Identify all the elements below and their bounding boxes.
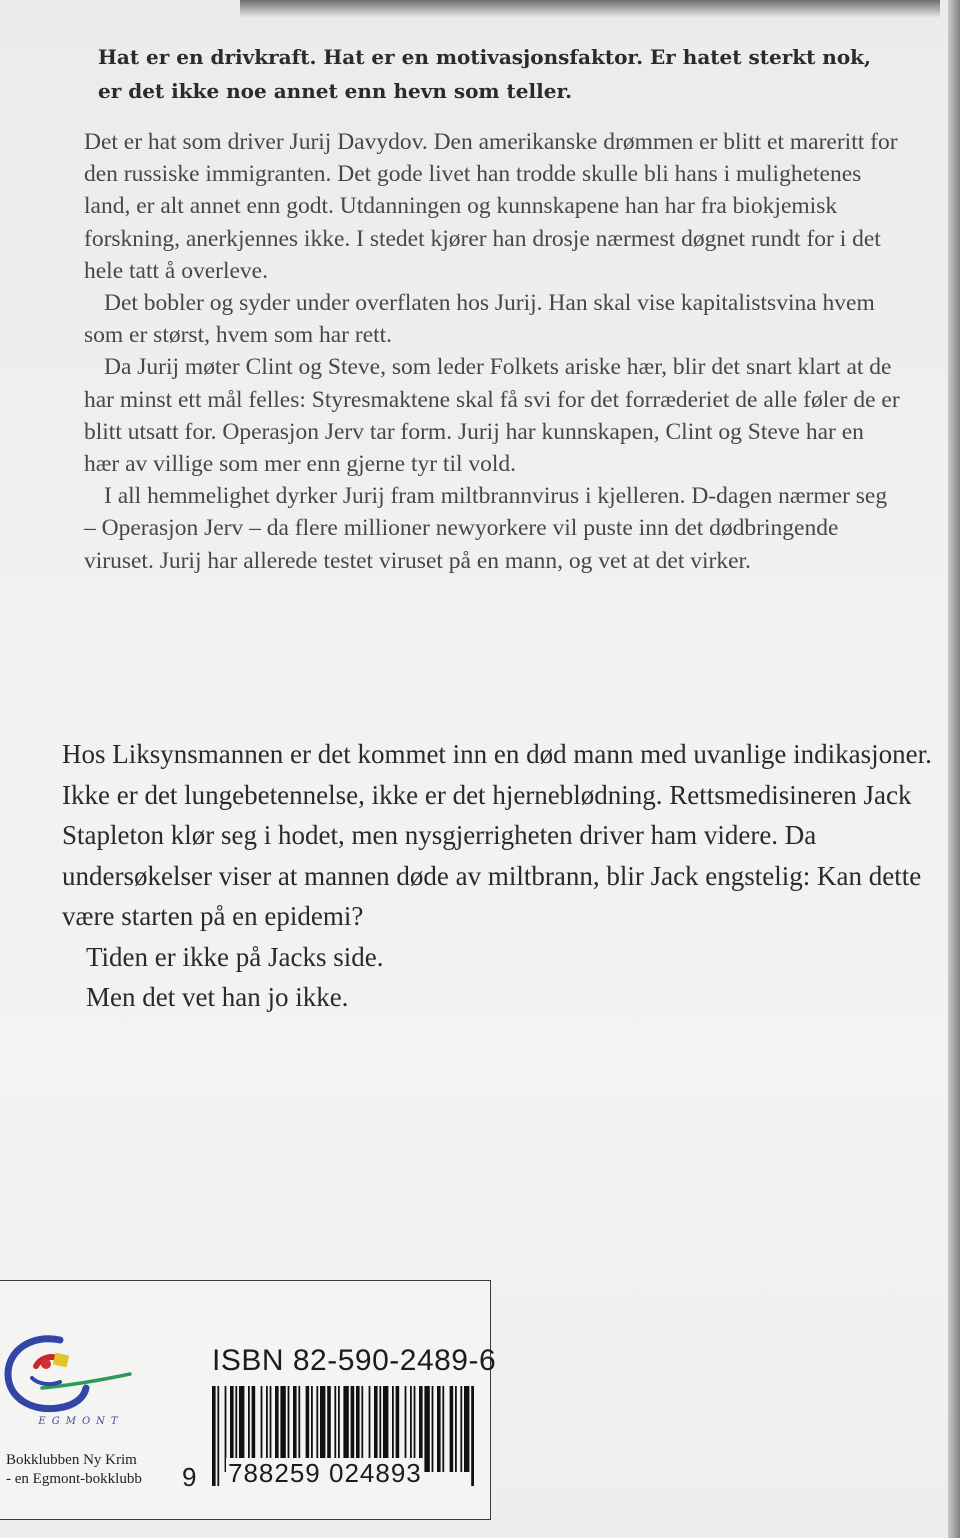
barcode-bar: [455, 1386, 457, 1472]
intro-line-1: Hat er en drivkraft. Hat er en motivasjonsfaktor. Er hatet sterkt nok,: [98, 45, 871, 69]
paragraph: Det bobler og syder under overflaten hos Jurij. Han skal vise kapitalistsvina hvem som er størst, hvem som har rett.: [84, 290, 875, 349]
barcode-bar: [460, 1386, 462, 1472]
paragraph: Men det vet han jo ikke.: [86, 982, 349, 1012]
club-line-2: - en Egmont-bokklubb: [6, 1471, 142, 1487]
paragraph: Det er hat som driver Jurij Davydov. Den amerikanske drømmen er blitt et mareritt for den russiske immigranten. Det gode livet han trodde skulle bli hans i mulighetenes land, er alt annet enn godt. Utdanningen og kunnskapene han har fra biokjemisk forskning, anerkjennes ikke. I stedet kjører han drosje nærmest døgnet rundt for i det hele tatt å overleve.: [84, 129, 898, 284]
barcode-bar: [464, 1386, 469, 1472]
barcode-bar: [450, 1386, 454, 1472]
isbn-label: ISBN 82-590-2489-6: [212, 1344, 497, 1377]
publisher-name: EGMONT: [38, 1416, 124, 1427]
barcode-bar: [432, 1386, 434, 1472]
synopsis-section-2: [62, 734, 942, 1018]
paragraph: Tiden er ikke på Jacks side.: [86, 941, 384, 972]
barcode-bar: [437, 1386, 441, 1472]
intro-text: [98, 40, 898, 108]
right-edge-shadow: [948, 0, 960, 1538]
paragraph: Da Jurij møter Clint og Steve, som leder Folkets ariske hær, blir det snart klart at de har minst ett mål felles: Styresmaktene skal få svi for det forræderiet de alle føler de er blitt utsatt for. Operasjon Jerv tar form. Jurij har kunnskapen, Clint og Steve har en hær av villige som mer enn gjerne tyr til vold.: [84, 354, 900, 478]
top-shadow: [240, 0, 940, 18]
club-line-1: Bokklubben Ny Krim: [6, 1452, 137, 1468]
intro-line-2: er det ikke noe annet enn hevn som teller.: [98, 79, 573, 103]
barcode-bar: [212, 1386, 216, 1486]
barcode-bar: [217, 1386, 219, 1486]
barcode-bar: [424, 1386, 429, 1472]
barcode-bar: [442, 1386, 444, 1472]
synopsis-section-1: [84, 126, 904, 577]
paragraph: Hos Liksynsmannen er det kommet inn en død mann med uvanlige indikasjoner. Ikke er det lungebetennelse, ikke er det hjerneblødning. Rettsmedisineren Jack Stapleton klør seg i hodet, men nysgjerrigheten driver ham videre. Da undersøkelser viser at mannen døde av miltbrann, blir Jack engstelig: Kan dette være starten på en epidemi?: [62, 739, 932, 931]
barcode-digits: 788259 024893: [228, 1458, 422, 1488]
book-club-label: [6, 1451, 206, 1489]
paragraph: I all hemmelighet dyrker Jurij fram miltbrannvirus i kjelleren. D-dagen nærmer seg – Operasjon Jerv – da flere millioner newyorkere vil puste inn det dødbringende viruset. Jurij har allerede testet viruset på en mann, og vet at det virker.: [84, 483, 888, 574]
barcode-first-digit: 9: [182, 1462, 197, 1492]
barcode-bar: [471, 1386, 474, 1486]
egmont-logo-icon: [2, 1328, 134, 1422]
